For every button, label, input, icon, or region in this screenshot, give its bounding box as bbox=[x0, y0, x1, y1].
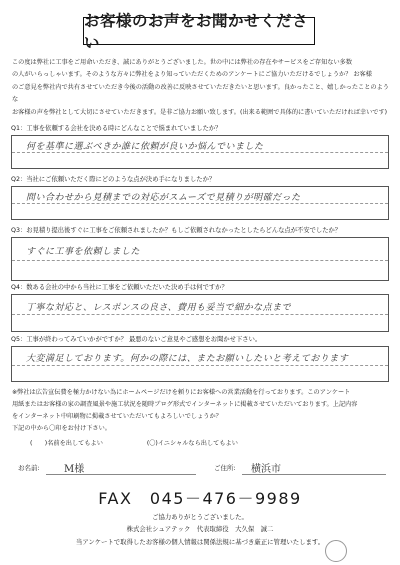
consent-option-initial[interactable]: (〇)イニシャルなら出してもよい bbox=[146, 440, 238, 447]
publication-notice: ※弊社は広告宣伝費を極力かけない為にホームページだけを頼りにお客様への営業活動を行っております。このアンケート 用紙またはお客様の家の調査風景や施工状況を随時ブログ形式でインターネットに掲載させていただいております。上記内容 をインターネット中印刷物に掲載させていただいてもよろしいでしょうか？ 下記の中から〇印をお付け下さい。 bbox=[12, 389, 358, 432]
question-4 bbox=[11, 284, 389, 332]
handwritten-answer: すぐに工事を依頼しました bbox=[26, 247, 141, 257]
question-5 bbox=[11, 336, 389, 382]
ruled-line bbox=[12, 314, 388, 315]
seal-stamp bbox=[325, 540, 347, 562]
answer-box bbox=[11, 186, 389, 220]
answer-box bbox=[11, 294, 389, 332]
address-value: 横浜市 bbox=[251, 464, 281, 475]
intro-text: この度は弊社に工事をご用命いただき、誠にありがとうございました。世の中には弊社の存在やサービスをご存知ない多数 の人がいらっしゃいます。そのような方々に弊社をより知っていただくためのアンケートにご協力いただけるでしょうか？ お客様 のご意見を弊社内で共有させていただき今後の活動の改善に反映させていただきたいと思います。良かったこと、嬉しかったことのような お客様の声を弊社として大切にさせていただきます。是非ご協力お願い致します。(出来る範囲で具体的に書いていただければ幸いです) bbox=[12, 59, 389, 116]
page-title: お客様のお声をお聞かせください bbox=[83, 17, 315, 45]
question-label: Q2：当社にご依頼いただく際にどのような点が決め手になりましたか？ bbox=[11, 176, 216, 183]
question-3 bbox=[11, 227, 389, 281]
address-underline bbox=[242, 474, 386, 475]
question-2 bbox=[11, 176, 389, 220]
name-underline bbox=[46, 474, 196, 475]
answer-box bbox=[11, 237, 389, 281]
thanks-text: ご協力ありがとうございました。 bbox=[152, 513, 248, 521]
customer-info bbox=[16, 460, 386, 476]
handwritten-answer: 問い合わせから見積までの対応がスムーズで見積りが明確だった bbox=[26, 193, 301, 203]
handwritten-answer: 大変満足しております。何かの際には、またお願いしたいと考えております bbox=[26, 354, 349, 364]
answer-box bbox=[11, 135, 389, 169]
answer-box bbox=[11, 346, 389, 382]
question-label: Q1：工事を依頼する会社を決める時にどんなことで悩まれていましたか？ bbox=[11, 125, 222, 132]
privacy-note: 当アンケートで取得したお客様の個人情報は関係法規に基づき厳正に管理いたします。 bbox=[75, 538, 325, 546]
question-label: Q5：工事が終わってみていかがですか？ 最悪のないご意見やご感想をお聞かせ下さい。 bbox=[11, 336, 262, 343]
company-signature: 株式会社シュアテック 代表取締役 大久保 誠二 bbox=[126, 525, 274, 533]
question-1 bbox=[11, 125, 389, 169]
handwritten-answer: 何を基準に選ぶべきか誰に依頼が良いか悩んでいました bbox=[26, 142, 264, 152]
ruled-line bbox=[12, 203, 388, 204]
ruled-line bbox=[12, 152, 388, 153]
question-label: Q4：数ある会社の中から当社に工事をご依頼いただいた決め手は何ですか？ bbox=[11, 284, 228, 291]
ruled-line bbox=[12, 365, 388, 366]
name-value: M様 bbox=[64, 464, 85, 475]
fax-number: FAX 045－476－9989 bbox=[98, 489, 302, 508]
consent-options bbox=[30, 438, 238, 447]
ruled-line bbox=[12, 260, 388, 261]
consent-option-name[interactable]: ( )名前を出してもよい bbox=[30, 440, 103, 447]
handwritten-answer: 丁寧な対応と、レスポンスの良さ、費用も妥当で細かな点まで bbox=[26, 303, 292, 313]
address-label: ご住所: bbox=[214, 464, 236, 472]
question-label: Q3：お見積り提出後すぐに工事をご依頼されましたか？もしご依頼されなかったとしたらどんな点が不安でしたか？ bbox=[11, 227, 342, 234]
name-label: お名前: bbox=[18, 464, 40, 472]
